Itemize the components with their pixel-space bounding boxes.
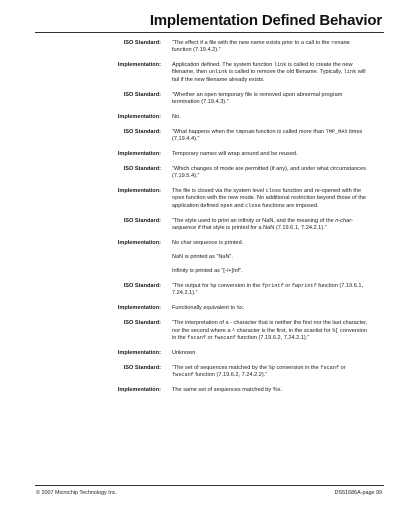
definition-row [0, 240, 400, 276]
row-label: ISO Standard: [123, 283, 161, 290]
definition-list [0, 40, 400, 402]
definition-row [0, 92, 400, 107]
code-token: %p [210, 283, 217, 290]
text-fragment: Temporary names will wrap around and be reused. [172, 150, 298, 157]
text-fragment: conversion in the [274, 364, 321, 371]
text-fragment: “Which changes of mode are permitted (if any), and under what circumstances (7.19.5.4).” [172, 165, 367, 180]
code-token: %[ [332, 327, 339, 334]
text-fragment: NaN is printed as “NaN”. [172, 253, 233, 260]
code-token: ^ [232, 327, 236, 334]
definition-row [0, 129, 400, 144]
copyright-notice: © 2007 Microchip Technology Inc. [36, 490, 117, 496]
code-token: rename [331, 40, 350, 46]
text-paragraph [172, 62, 368, 84]
row-label: ISO Standard: [123, 91, 161, 98]
row-label: ISO Standard: [123, 40, 161, 46]
text-fragment: n-char-sequence [172, 217, 353, 231]
row-text [172, 114, 368, 121]
row-text [172, 151, 368, 158]
text-paragraph [172, 350, 368, 357]
text-fragment: function (7.19.6.2, 7.24.2.1).” [235, 334, 310, 341]
row-text [172, 166, 368, 181]
text-fragment: function is called more than [254, 128, 326, 135]
text-fragment: “The interpretation of a - character that is neither the first nor the last character, nor the second where a [172, 320, 368, 334]
code-token: unlink [208, 69, 228, 76]
text-fragment: “The effect if a file with the new name exists prior to a call to the [172, 40, 332, 46]
row-label: Implementation: [117, 113, 161, 120]
header-rule [35, 32, 384, 33]
row-label: ISO Standard: [123, 128, 161, 135]
text-paragraph [172, 218, 368, 233]
definition-row [0, 365, 400, 380]
row-label: Implementation: [117, 305, 161, 312]
row-label: Implementation: [117, 150, 161, 157]
definition-row [0, 188, 400, 210]
row-label: ISO Standard: [123, 320, 161, 327]
text-paragraph [172, 387, 368, 394]
definition-row [0, 350, 400, 357]
row-text [172, 320, 368, 342]
row-text [172, 62, 368, 84]
code-token: link [273, 62, 287, 69]
text-paragraph [172, 365, 368, 380]
text-fragment: The file is closed via the system level [172, 188, 266, 195]
text-paragraph [172, 151, 368, 158]
text-paragraph [172, 40, 368, 55]
text-paragraph [172, 129, 368, 144]
definition-row [0, 387, 400, 394]
text-fragment: Application defined. The system function [172, 62, 274, 69]
row-text [172, 218, 368, 233]
page-number: DS51686A-page 99 [334, 490, 382, 496]
text-fragment: function and re-opened with the [281, 188, 362, 195]
text-fragment: function with the new mode. No additional restriction beyond those of the application defined [172, 195, 367, 209]
row-label: ISO Standard: [123, 165, 161, 172]
text-fragment: “The output for [172, 283, 211, 290]
definition-row [0, 114, 400, 121]
row-label: Implementation: [117, 386, 161, 393]
row-label: Implementation: [117, 239, 161, 246]
text-fragment: character is the first, in the scanlist for [235, 327, 333, 334]
code-token: close [265, 188, 282, 195]
definition-row [0, 305, 400, 312]
row-text [172, 305, 368, 312]
text-fragment: function (7.19.6.2, 7.24.2.2).” [193, 371, 268, 378]
definition-row [0, 320, 400, 342]
code-token: open [220, 202, 233, 209]
code-token: tmpnam [235, 128, 255, 135]
footer-rule [35, 485, 384, 486]
text-fragment: No. [172, 113, 181, 120]
text-fragment: is called to remove the old filename. Typically, [227, 69, 344, 76]
row-text [172, 40, 368, 55]
text-fragment: Infinity is printed as “[-/+]Inf”. [172, 268, 243, 275]
code-token: fwscanf [214, 334, 236, 341]
row-label: Implementation: [117, 188, 161, 195]
text-paragraph [172, 305, 368, 312]
row-label: ISO Standard: [123, 217, 161, 224]
definition-row [0, 166, 400, 181]
code-token: %p [268, 364, 275, 371]
text-fragment: if that style is printed for a NaN (7.19.6.1, 7.24.2.1).” [196, 224, 327, 231]
text-paragraph [172, 268, 368, 275]
code-token: open [172, 195, 185, 202]
definition-row [0, 151, 400, 158]
text-paragraph [172, 254, 368, 261]
text-fragment: “The style used to print an infinity or NaN, and the meaning of the [172, 217, 336, 224]
text-fragment: The same set of sequences matched by %x. [172, 386, 283, 393]
definition-row [0, 40, 400, 55]
text-fragment: or [205, 334, 215, 341]
code-token: %x [236, 305, 243, 312]
code-token: link [343, 69, 357, 76]
text-fragment: conversion in the [172, 327, 367, 341]
definition-row [0, 283, 400, 298]
text-fragment: “What happens when the [172, 128, 236, 135]
row-text [172, 129, 368, 144]
row-label: Implementation: [117, 62, 161, 69]
code-token: fwscanf [172, 371, 194, 378]
row-label: Implementation: [117, 349, 161, 356]
definition-row [0, 62, 400, 84]
text-fragment: times (7.19.4.4).” [172, 128, 363, 143]
text-fragment: Functionally equivalent to [172, 305, 237, 312]
text-fragment: or [339, 364, 346, 371]
text-fragment: is called to create the new filename, then [172, 62, 353, 76]
text-fragment: Unknown [172, 349, 196, 356]
text-fragment: function (7.19.6.1, 7.24.2.1).” [172, 283, 364, 297]
text-paragraph [172, 283, 368, 298]
text-fragment: No char sequence is printed. [172, 239, 244, 246]
code-token: close [245, 202, 261, 209]
text-fragment: or [283, 283, 292, 290]
code-token: TMP_MAX [325, 128, 348, 135]
text-paragraph [172, 166, 368, 181]
code-token: fscanf [320, 364, 340, 371]
text-paragraph [172, 92, 368, 107]
row-text [172, 240, 368, 276]
text-fragment: and [232, 202, 246, 209]
row-text [172, 283, 368, 298]
text-fragment: “Whether an open temporary file is removed upon abnormal program termination (7.19.4.3).” [172, 91, 343, 105]
text-paragraph [172, 114, 368, 121]
definition-row [0, 218, 400, 233]
text-fragment: “The set of sequences matched by the [172, 364, 269, 371]
text-fragment: functions are imposed. [260, 202, 319, 209]
code-token: fscanf [187, 334, 206, 341]
text-paragraph [172, 188, 368, 210]
text-fragment: function (7.19.4.2).” [172, 47, 221, 54]
code-token: fprintf [261, 283, 284, 290]
code-token: fwprintf [291, 283, 317, 290]
page-header-title: Implementation Defined Behavior [149, 12, 382, 29]
text-fragment: . [242, 305, 245, 312]
text-fragment: will fail if the new filename already exists. [172, 69, 366, 83]
text-fragment: conversion in the [216, 283, 262, 290]
row-text [172, 188, 368, 210]
text-paragraph [172, 320, 368, 342]
row-text [172, 387, 368, 394]
row-text [172, 92, 368, 107]
row-label: ISO Standard: [123, 364, 161, 371]
text-paragraph [172, 240, 368, 247]
row-text [172, 350, 368, 357]
row-text [172, 365, 368, 380]
